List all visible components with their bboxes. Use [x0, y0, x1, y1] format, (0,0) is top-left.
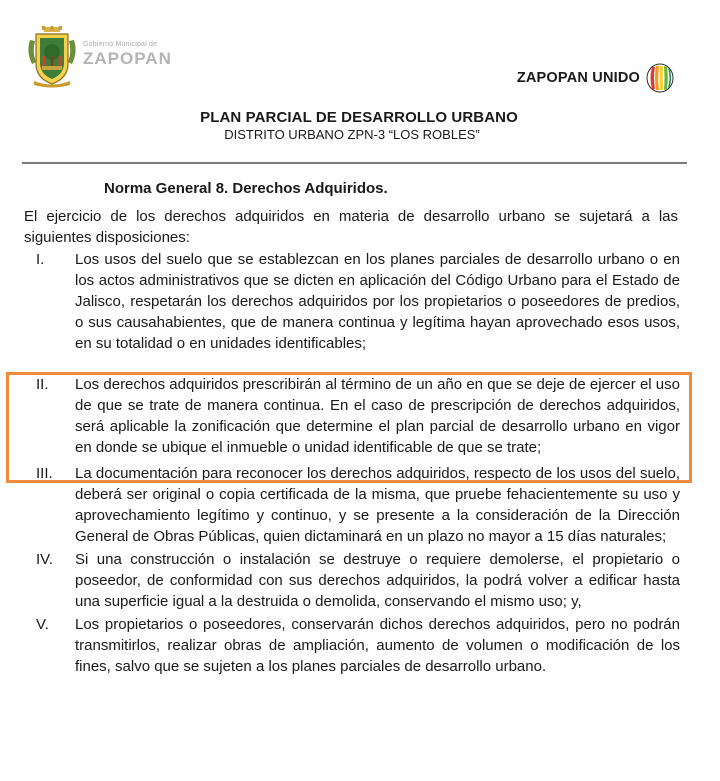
brand-name: ZAPOPAN UNIDO: [516, 70, 640, 86]
municipality-small-text: Gobierno Municipal de: [83, 41, 158, 48]
list-item: [24, 249, 680, 371]
list-item-text: Los derechos adquiridos prescribirán al término de un año en que se deje de ejercer el uso de que se trate de manera continua. En el caso de prescripción de derechos adquiridos, será aplicable la zonificación que determine el plan parcial de desarrollo urbano en vigor en donde se ubique el inmueble o unidad identificable de que se trate;: [75, 376, 680, 456]
document-title-block: [0, 109, 720, 142]
zapopan-unido-logo: [517, 62, 674, 94]
list-item-text: Si una construcción o instalación se destruye o requiere demolerse, el propietario o poseedor, de conformidad con sus derechos adquiridos, la podrá volver a edificar hasta una superficie igual a la destruida o demolida, conservando el mismo uso; y,: [75, 551, 680, 610]
list-item: [24, 614, 680, 677]
list-item: [24, 549, 680, 612]
list-item-numeral: V.: [36, 616, 49, 633]
municipality-name: ZAPOPAN: [83, 49, 172, 68]
list-item-numeral: II.: [36, 376, 49, 393]
list-item-text: Los propietarios o poseedores, conservarán dichos derechos adquiridos, pero no podrán transmitirlos, realizar obras de ampliación, aumento de volumen o modificación de los fines, salvo que se sujeten a los planes parciales de desarrollo urbano.: [75, 616, 680, 675]
list-item: [24, 463, 680, 547]
list-item-numeral: I.: [36, 251, 45, 268]
list-item-text: La documentación para reconocer los derechos adquiridos, respecto de los usos del suelo, deberá ser original o copia certificada de la misma, que pruebe fehacientemente su uso y aprovechamiento legítimo y continuo, y se presente a la consideración de la Dirección General de Obras Públicas, quien dictaminará en un plazo no mayor a 15 días naturales;: [75, 465, 680, 545]
municipal-crest-icon: [26, 26, 78, 88]
list-item: [24, 374, 680, 458]
zapopan-municipal-logo: [26, 26, 172, 88]
list-item-numeral: IV.: [36, 551, 53, 568]
section-heading: Norma General 8. Derechos Adquiridos.: [104, 180, 388, 197]
provisions-list: [24, 249, 680, 677]
list-item-numeral: III.: [36, 465, 53, 482]
list-item-text: Los usos del suelo que se establezcan en los planes parciales de desarrollo urbano o en los actos administrativos que se dicten en aplicación del Código Urbano para el Estado de Jalisco, respetarán los derechos adquiridos por los propietarios o poseedores de predios, o sus causahabientes, que de manera continua y legítima hayan aprovechado esos usos, en su totalidad o en unidades identificables;: [75, 251, 680, 352]
header-divider: [22, 162, 687, 164]
intro-paragraph: El ejercicio de los derechos adquiridos en materia de desarrollo urbano se sujetará a las siguientes disposiciones:: [24, 208, 678, 246]
municipality-wordmark: [83, 41, 172, 67]
document-subtitle: DISTRITO URBANO ZPN-3 “LOS ROBLES”: [224, 127, 480, 142]
document-title: PLAN PARCIAL DE DESARROLLO URBANO: [200, 109, 518, 126]
zapopan-unido-mark-icon: [646, 63, 674, 93]
